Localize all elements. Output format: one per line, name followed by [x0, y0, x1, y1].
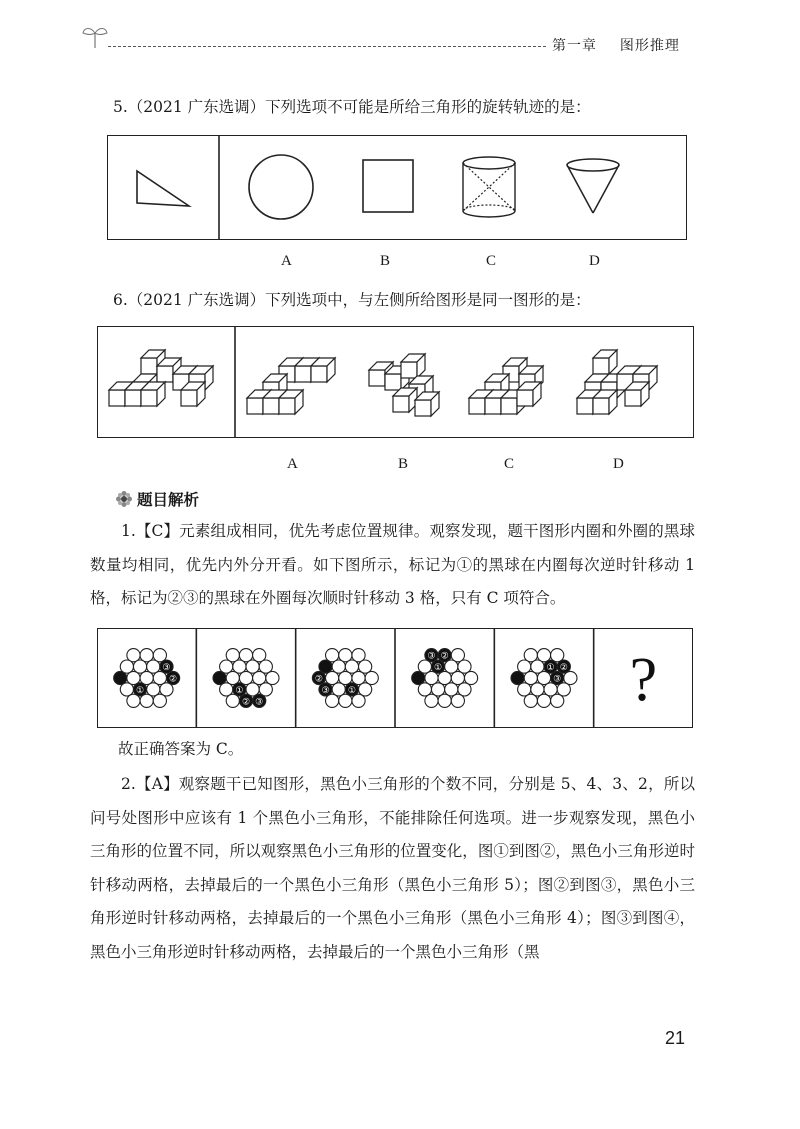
- svg-text:①: ①: [235, 684, 244, 695]
- chapter-title: 图形推理: [619, 38, 680, 54]
- option-c-cubes: [469, 358, 543, 414]
- running-header: [552, 35, 680, 55]
- svg-text:③: ③: [162, 662, 171, 673]
- analysis-paragraph-1: 1.【C】元素组成相同，优先考虑位置规律。观察发现，题干图形内圈和外圈的黑球数量均相同，优先内外分开看。如下图所示，标记为①的黑球在内圈每次逆时针移动 1 格，标记为②③的黑球在外圈每次顺时针移动 3 格，只有 C 项符合。: [90, 522, 695, 607]
- svg-text:①: ①: [546, 662, 555, 673]
- option-d-cone: [567, 159, 619, 213]
- svg-text:①: ①: [347, 684, 356, 695]
- page-number: 21: [665, 1028, 686, 1048]
- option-a-circle: [249, 155, 313, 219]
- option-d-cubes: [577, 350, 657, 414]
- ball-panel-5: [511, 649, 577, 708]
- analysis-heading-text: 题目解析: [137, 490, 200, 509]
- conclusion-text: 故正确答案为 C。: [118, 740, 244, 758]
- chapter-label: 第一章: [552, 38, 597, 54]
- q6-option-c-label: C: [504, 456, 515, 472]
- svg-text:②: ②: [169, 673, 178, 684]
- sequence-figure: [97, 628, 693, 728]
- svg-text:③: ③: [553, 673, 562, 684]
- sprout-logo-icon: [80, 20, 110, 50]
- q5-option-b-label: B: [380, 253, 391, 269]
- analysis-heading: [115, 488, 199, 510]
- svg-text:②: ②: [440, 650, 449, 661]
- ball-panel-4: [412, 649, 478, 708]
- question-mark: ?: [629, 646, 658, 714]
- q5-option-d-label: D: [589, 253, 600, 269]
- ball-panel-1: [114, 649, 180, 708]
- svg-text:①: ①: [434, 662, 443, 673]
- header-rule: [108, 46, 546, 47]
- option-b-square: [363, 160, 413, 212]
- option-c-cylinder: [463, 157, 515, 217]
- question-6-figure: [97, 326, 694, 438]
- svg-text:②: ②: [559, 662, 568, 673]
- question-5-text: 5.（2021 广东选调）下列选项不可能是所给三角形的旋转轨迹的是：: [113, 98, 591, 116]
- svg-text:③: ③: [427, 650, 436, 661]
- option-a-cubes: [247, 358, 335, 414]
- q6-option-b-label: B: [398, 456, 409, 472]
- ball-panel-2: [213, 649, 279, 708]
- svg-text:②: ②: [241, 696, 251, 707]
- q5-option-c-label: C: [486, 253, 497, 269]
- svg-text:③: ③: [321, 684, 330, 695]
- analysis-paragraph-2: 2.【A】观察题干已知图形，黑色小三角形的个数不同，分别是 5、4、3、2，所以问号处图形中应该有 1 个黑色小三角形，不能排除任何选项。进一步观察发现，黑色小三角形的位置不同，所以观察黑色小三角形的位置变化，图①到图②，黑色小三角形逆时针移动两格，去掉最后的一个黑色小三角形（黑色小三角形 5）；图②到图③，黑色小三角形逆时针移动两格，去掉最后的一个黑色小三角形（黑色小三角形 4）；图③到图④，黑色小三角形逆时针移动两格，去掉最后的一个黑色小三角形（黑: [90, 775, 695, 961]
- given-triangle: [137, 171, 189, 206]
- option-b-cubes: [369, 354, 439, 416]
- svg-text:①: ①: [136, 684, 145, 695]
- given-cube-figure: [109, 350, 213, 406]
- svg-text:③: ③: [255, 696, 264, 707]
- question-6-text: 6.（2021 广东选调）下列选项中，与左侧所给图形是同一图形的是：: [113, 291, 591, 309]
- flower-bullet-icon: [115, 490, 133, 508]
- q6-option-d-label: D: [613, 456, 624, 472]
- ball-panel-3: [312, 649, 378, 708]
- q6-option-a-label: A: [287, 456, 298, 472]
- svg-text:②: ②: [314, 673, 323, 684]
- question-5-figure: [107, 135, 687, 240]
- q5-option-a-label: A: [281, 253, 292, 269]
